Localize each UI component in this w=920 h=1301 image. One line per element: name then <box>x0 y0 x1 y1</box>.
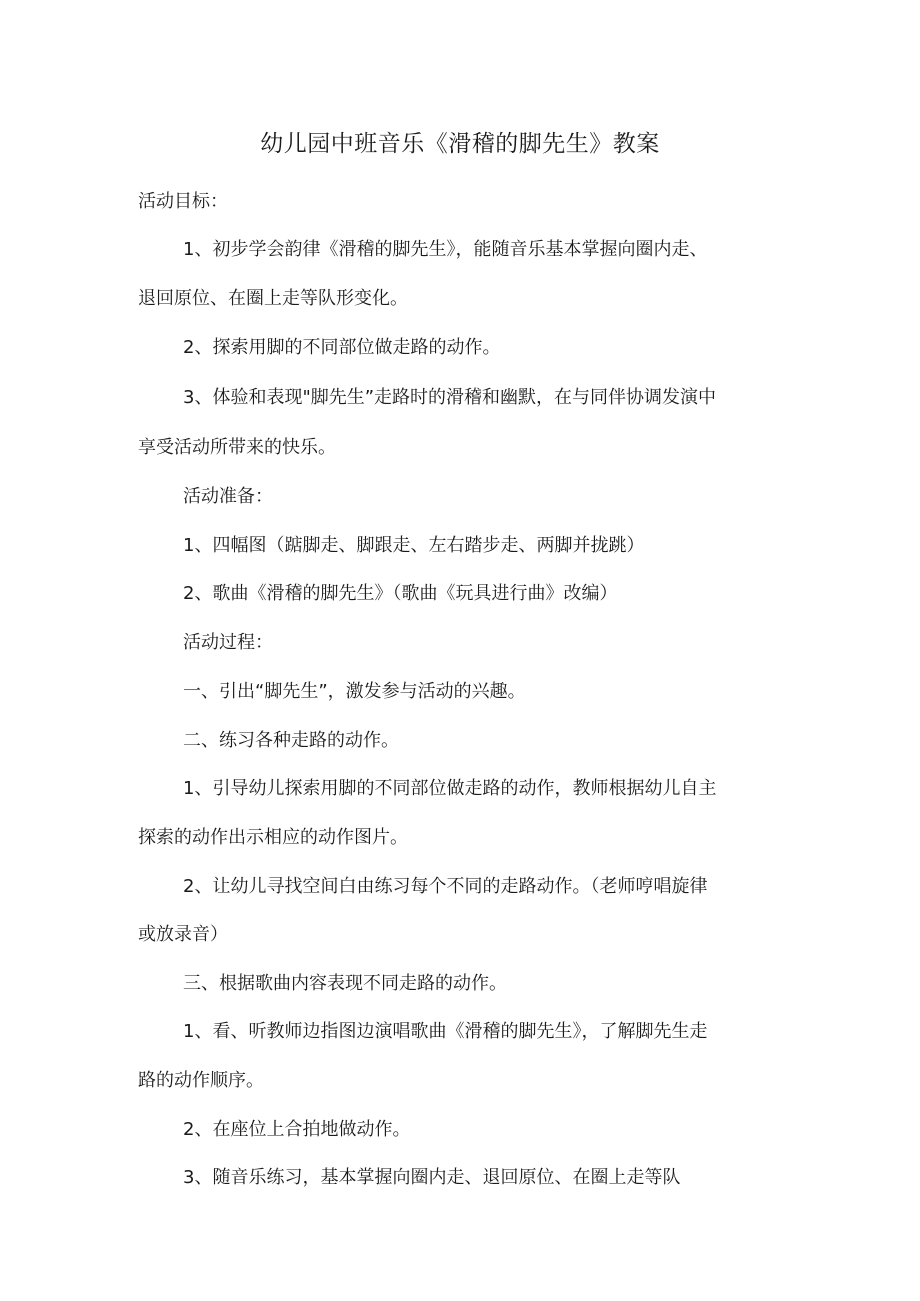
paragraph-line: 退回原位、在圈上走等队形变化。 <box>138 288 408 309</box>
paragraph-line: 1、初步学会韵律《滑稽的脚先生》，能随音乐基本掌握向圈内走、 <box>183 239 708 260</box>
paragraph-line: 一、引出“脚先生”，激发参与活动的兴趣。 <box>183 681 526 702</box>
paragraph-line: 1、引导幼儿探索用脚的不同部位做走路的动作，教师根据幼儿自主 <box>183 778 717 799</box>
document-title: 幼儿园中班音乐《滑稽的脚先生》教案 <box>260 131 660 157</box>
paragraph-line: 3、随音乐练习，基本掌握向圈内走、退回原位、在圈上走等队 <box>183 1167 681 1188</box>
paragraph-line: 二、练习各种走路的动作。 <box>183 730 399 751</box>
section-heading-process: 活动过程： <box>183 632 273 653</box>
paragraph-line: 路的动作顺序。 <box>138 1070 264 1091</box>
paragraph-line: 探索的动作出示相应的动作图片。 <box>138 827 408 848</box>
paragraph-line: 1、看、听教师边指图边演唱歌曲《滑稽的脚先生》，了解脚先生走 <box>183 1021 708 1042</box>
paragraph-line: 享受活动所带来的快乐。 <box>138 437 336 458</box>
paragraph-line: 1、四幅图（踮脚走、脚跟走、左右踏步走、两脚并拢跳） <box>183 535 645 556</box>
paragraph-line: 2、探索用脚的不同部位做走路的动作。 <box>183 337 501 358</box>
paragraph-line: 2、在座位上合拍地做动作。 <box>183 1119 411 1140</box>
paragraph-line: 3、体验和表现"脚先生”走路时的滑稽和幽默，在与同伴协调发演中 <box>183 387 717 408</box>
paragraph-line: 三、根据歌曲内容表现不同走路的动作。 <box>183 973 507 994</box>
section-heading-preparation: 活动准备： <box>183 486 273 507</box>
paragraph-line: 2、歌曲《滑稽的脚先生》（歌曲《玩具进行曲》改编） <box>183 583 618 604</box>
paragraph-line: 2、让幼儿寻找空间白由练习每个不同的走路动作。（老师哼唱旋律 <box>183 876 708 897</box>
paragraph-line: 或放录音） <box>138 924 228 945</box>
section-heading-goals: 活动目标： <box>138 191 228 212</box>
